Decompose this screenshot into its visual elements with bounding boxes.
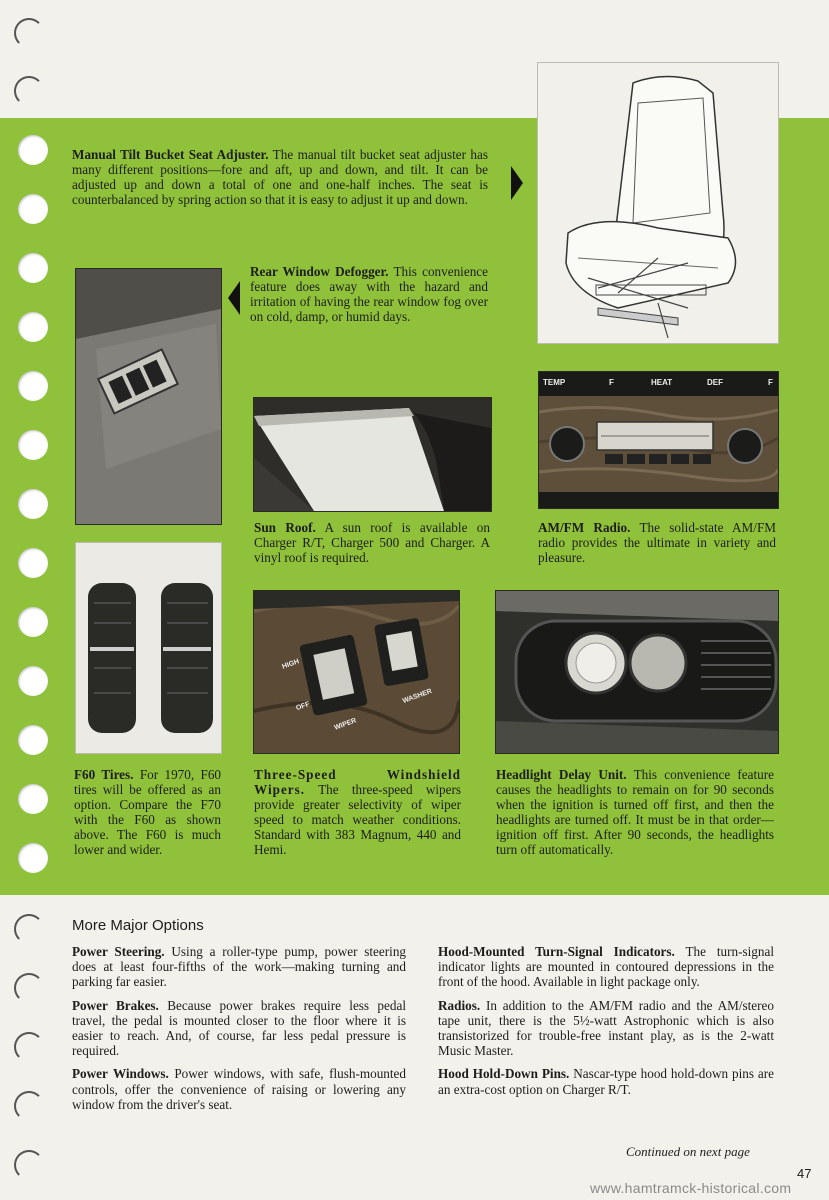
headlight-delay-text — [496, 767, 774, 857]
binder-hole — [18, 312, 48, 342]
binder-hole — [18, 784, 48, 814]
binder-hole — [18, 489, 48, 519]
arrow-left-icon — [228, 281, 240, 315]
option-body: Nascar-type hood hold-down pins are an extra-cost option on Charger R/T. — [438, 1066, 774, 1097]
option-heading: Power Windows. — [72, 1066, 169, 1082]
option-turn-signal-indicators — [438, 944, 774, 990]
wiper-label-high: HIGH — [281, 658, 301, 671]
seat-adjuster-heading: Manual Tilt Bucket Seat Adjuster. — [72, 147, 269, 162]
tires-body: For 1970, F60 tires will be offered as an option. Compare the F70 with the F60 as shown above. The F60 is much lower and wider. — [74, 767, 222, 857]
binder-ring — [14, 18, 44, 48]
binder-ring — [14, 914, 44, 944]
sun-roof-heading: Sun Roof. — [254, 520, 316, 535]
sun-roof-text — [254, 520, 490, 565]
f60-tires-text — [74, 767, 221, 857]
binder-hole — [18, 194, 48, 224]
defogger-heading: Rear Window Defogger. — [250, 264, 389, 279]
rear-window-defogger-photo — [75, 268, 222, 525]
sun-roof-photo — [253, 397, 492, 512]
sun-roof-body: A sun roof is available on Charger R/T, Charger 500 and Charger. A vinyl roof is required. — [254, 520, 490, 565]
option-radios — [438, 998, 774, 1059]
panel-label-def: DEF — [707, 378, 723, 387]
radio-body: The solid-state AM/FM radio provides the ultimate in variety and pleasure. — [538, 520, 776, 565]
tires-heading: F60 Tires. — [74, 767, 134, 782]
option-body: Power windows, with safe, flush-mounted controls, offer the convenience of raising or lowering any window from the driver's seat. — [72, 1066, 407, 1112]
wiper-label-off: OFF — [295, 700, 311, 713]
option-power-brakes — [72, 998, 406, 1059]
option-heading: Hood Hold-Down Pins. — [438, 1066, 570, 1082]
option-hood-hold-down-pins — [438, 1066, 774, 1096]
binder-ring — [14, 76, 44, 106]
binder-hole — [18, 548, 48, 578]
option-body: Because power brakes require less pedal travel, the pedal is mounted closer to the floor where it is easier to reach. And, of course, far less pedal pressure is required. — [72, 997, 406, 1059]
f60-tires-photo — [75, 542, 222, 754]
binder-hole — [18, 135, 48, 165]
website-watermark: www.hamtramck-historical.com — [590, 1180, 792, 1196]
option-body: Using a roller-type pump, power steering does at least four-fifths of the work—making turning and parking far easier. — [72, 944, 407, 990]
wiper-label-wiper: WIPER — [333, 717, 358, 732]
panel-label-heat: HEAT — [651, 378, 673, 387]
binder-hole — [18, 843, 48, 873]
seat-illustration — [537, 62, 779, 344]
continued-on-next-page: Continued on next page — [626, 1144, 750, 1159]
option-heading: Hood-Mounted Turn-Signal Indicators. — [438, 944, 675, 959]
wiper-label-washer: WASHER — [401, 687, 434, 706]
panel-label-f: F — [609, 378, 614, 387]
binder-ring — [14, 973, 44, 1003]
option-body: The turn-signal indicator lights are mounted in contoured depressions in the front of the hood. Available in light package only. — [438, 944, 774, 990]
binder-hole — [18, 666, 48, 696]
binder-hole — [18, 725, 48, 755]
rear-window-defogger-text — [250, 264, 488, 324]
wipers-heading: Three-Speed Windshield Wipers. — [254, 767, 461, 797]
page-number: 47 — [797, 1166, 812, 1181]
seat-adjuster-body: The manual tilt bucket seat adjuster has many different positions—fore and aft, up and down, and tilt. It can be adjusted up and down a total of one and one-half inches. The seat is counterbalanced by spring action so that it is easy to adjust it up and down. — [72, 147, 489, 207]
binder-hole — [18, 371, 48, 401]
headlight-heading: Headlight Delay Unit. — [496, 767, 627, 782]
binder-hole — [18, 253, 48, 283]
windshield-wiper-switch-photo — [253, 590, 460, 754]
wipers-body: The three-speed wipers provide greater selectivity of wiper speed to match weather conditions. Standard with 383 Magnum, 440 and Hemi. — [254, 782, 461, 857]
more-options-right-column — [438, 944, 774, 1105]
radio-heading: AM/FM Radio. — [538, 520, 631, 535]
headlight-body: This convenience feature causes the headlights to remain on for 90 seconds when the ignition is turned off first, and then the headlights are turned off. It must be in that order—ignition off first. After 90 seconds, the headlights turn off automatically. — [496, 767, 775, 857]
more-major-options-title: More Major Options — [72, 917, 204, 934]
option-heading: Radios. — [438, 997, 481, 1013]
more-options-left-column — [72, 944, 406, 1120]
binder-ring — [14, 1091, 44, 1121]
arrow-right-icon — [511, 166, 523, 200]
am-fm-radio-text — [538, 520, 776, 565]
option-body: In addition to the AM/FM radio and the AM/stereo tape unit, there is the 5½-watt Astrophonic which is also transistorized for trouble-free instant play, as is the 2-watt Music Master. — [438, 997, 774, 1059]
defogger-body: This convenience feature does away with the hazard and irritation of having the rear window fog over on cold, damp, or humid days. — [250, 264, 488, 324]
binder-hole — [18, 430, 48, 460]
option-power-windows — [72, 1066, 406, 1112]
seat-adjuster-text — [72, 147, 488, 207]
binder-ring — [14, 1032, 44, 1062]
option-heading: Power Brakes. — [72, 997, 159, 1013]
option-power-steering — [72, 944, 406, 990]
windshield-wipers-text — [254, 767, 461, 857]
am-fm-radio-photo — [538, 371, 779, 509]
binder-ring — [14, 1150, 44, 1180]
binder-hole — [18, 607, 48, 637]
panel-label-f2: F — [768, 378, 773, 387]
panel-label-temp: TEMP — [543, 378, 566, 387]
headlight-delay-photo — [495, 590, 779, 754]
option-heading: Power Steering. — [72, 944, 165, 959]
